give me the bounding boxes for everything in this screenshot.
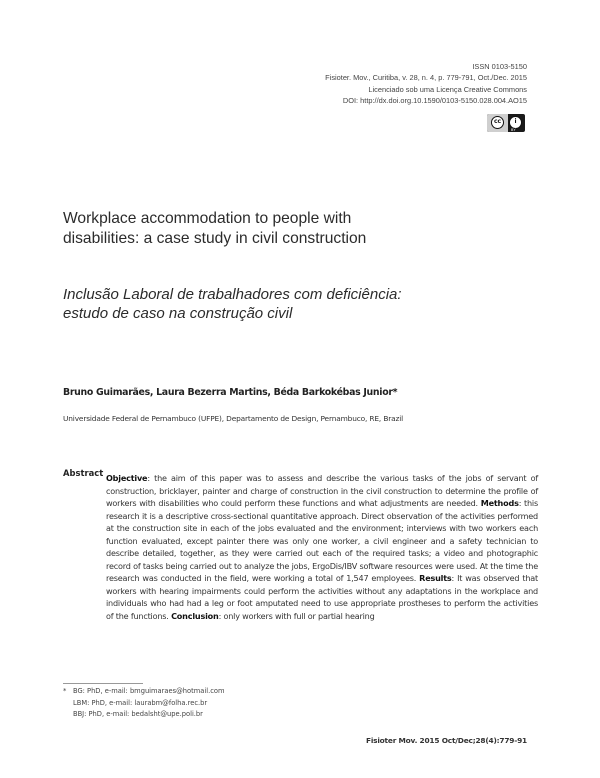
doi-link[interactable]: DOI: http://dx.doi.org.10.1590/0103-5150.028.004.AO15 — [342, 96, 527, 106]
footnote-divider — [63, 683, 143, 684]
creative-commons-badge-icon[interactable] — [487, 114, 525, 132]
footnote-marker: * — [63, 687, 67, 695]
affiliation: Universidade Federal de Pernambuco (UFPE), Departamento de Design, Pernambuco, RE, Brazil — [63, 414, 404, 423]
footnote-bbj — [63, 709, 224, 721]
abstract-body — [106, 472, 538, 622]
portuguese-title-line-2: estudo de caso na construção civil — [63, 305, 293, 322]
journal-metadata — [325, 61, 527, 107]
footnote-bg — [63, 686, 224, 698]
english-title-line-2: disabilities: a case study in civil construction — [63, 230, 367, 247]
by-label: BY — [511, 128, 516, 132]
license-text: Licenciado sob uma Licença Creative Commons — [368, 84, 527, 94]
english-title-line-1: Workplace accommodation to people with — [63, 210, 352, 227]
footnotes — [63, 686, 224, 721]
results-text: : It was observed that workers with hearing impairments could perform the activities without any adaptations in the workplace and individuals who had had a leg or foot amputated need to use appropriate prostheses to perform the activities of the functions. — [106, 573, 538, 621]
conclusion-text: : only workers with full or partial hearing — [218, 610, 375, 621]
page-footer-citation: Fisioter Mov. 2015 Oct/Dec;28(4):779-91 — [365, 736, 527, 745]
footnote-bg-text: BG: PhD, e-mail: bmguimaraes@hotmail.com — [73, 687, 225, 695]
conclusion-label: Conclusion — [171, 610, 219, 621]
abstract-heading: Abstract — [63, 468, 104, 478]
attribution-icon: i — [509, 116, 522, 129]
english-title — [63, 209, 503, 249]
issn: ISSN 0103-5150 — [472, 62, 527, 71]
footnote-bbj-text: BBJ: PhD, e-mail: bedalsht@upe.poli.br — [73, 710, 203, 719]
footnote-lbm — [63, 698, 224, 710]
cc-icon: cc — [491, 116, 504, 129]
citation: Fisioter. Mov., Curitiba, v. 28, n. 4, p. 779-791, Oct./Dec. 2015 — [325, 73, 527, 83]
methods-text: : this research it is a descriptive cross-sectional quantitative approach. Direct observation of the activities performed at the construction site in each of the jobs evaluated and the environment; interviews with two workers each function evaluated, except painter there was only one worker, a civil engineer and a safety technician to describe detailed, together, as they were carried out each of the required tasks; a video and photographic record of tasks being carried out to analyze the jobs, ErgoDis/IBV software resources were used. At the time the research was conducted in the field, were working a total of 1,547 employees. — [106, 498, 538, 583]
methods-label: Methods — [480, 498, 519, 508]
portuguese-title-line-1: Inclusão Laboral de trabalhadores com deficiência: — [63, 286, 402, 303]
author-list: Bruno Guimarães, Laura Bezerra Martins, Béda Barkokébas Junior* — [63, 387, 398, 398]
objective-label: Objective — [106, 473, 148, 483]
results-label: Results — [419, 573, 452, 583]
portuguese-title — [63, 285, 503, 323]
objective-text: : the aim of this paper was to assess and describe the various tasks of the jobs of servant of construction, bricklayer, painter and charge of construction in the civil construction to determine the profile of workers with disabilities who could perform these functions and what adjustments are needed. — [106, 473, 538, 508]
footnote-lbm-text: LBM: PhD, e-mail: laurabm@folha.rec.br — [73, 698, 208, 707]
